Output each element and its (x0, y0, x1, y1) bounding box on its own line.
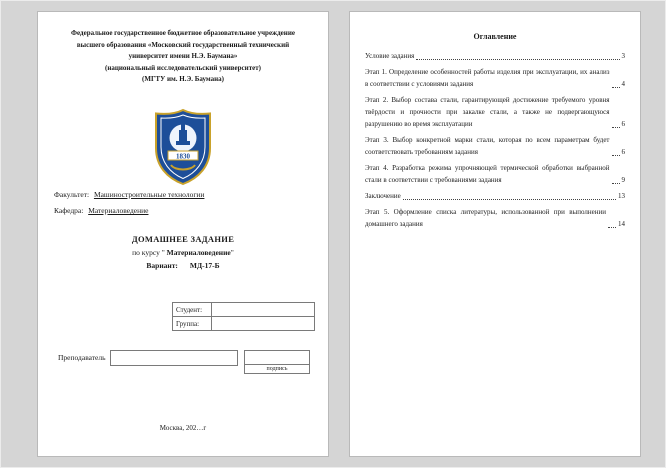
toc-entry-text: Этап 2. Выбор состава стали, гарантирующей достижение требуемого уровня твёрдости и прочности при закалке стали, а также не подвергающуюся разрушению во время эксплуатации (365, 96, 610, 128)
header-line: Федеральное государственное бюджетное образовательное учреждение (71, 29, 295, 37)
toc-page-number: 6 (621, 148, 625, 156)
toc-entry-text: Условие задания (365, 52, 415, 60)
faculty-label: Факультет: (54, 190, 90, 199)
emblem-wrap (38, 108, 328, 191)
signature-group (244, 350, 310, 374)
student-field[interactable] (212, 303, 315, 317)
toc-entry (365, 162, 625, 186)
variant-value: МД-17-Б (189, 261, 220, 270)
teacher-field[interactable] (110, 350, 238, 366)
toc-entry-text: Этап 3. Выбор конкретной марки стали, которая по всем параметрам будет соответствовать требованиям задания (365, 136, 610, 156)
group-row (173, 317, 315, 331)
toc-entry-text: Этап 4. Разработка режима упрочняющей термической обработки выбранной стали в соответствии с требованиями задания (365, 164, 610, 184)
university-crest-icon (153, 108, 213, 186)
toc-title: Оглавление (473, 32, 517, 41)
toc-entry-text: Этап 1. Определение особенностей работы изделия при эксплуатации, их анализ в соответствии с условиями задания (365, 68, 610, 88)
course-line (38, 248, 328, 257)
city-year-footer: Москва, 202…г (159, 424, 207, 432)
toc-dot-leader (612, 155, 620, 156)
variant-label: Вариант: (146, 261, 178, 270)
header-line: (национальный исследовательский университет) (104, 63, 262, 72)
group-label: Группа: (173, 317, 212, 331)
toc-page-number: 9 (621, 176, 625, 184)
toc-dot-leader (612, 183, 620, 184)
assignment-title-block (38, 234, 328, 270)
toc-page-number: 13 (618, 192, 625, 200)
toc-dot-leader (416, 59, 619, 60)
signature-label: подпись (244, 365, 310, 374)
toc-entry-text: Заключение (365, 192, 401, 200)
signature-field[interactable] (244, 350, 310, 365)
institution-header (46, 28, 320, 86)
toc-entry (365, 50, 625, 62)
toc-dot-leader (612, 87, 620, 88)
toc-entry (365, 134, 625, 158)
toc-entry (365, 206, 625, 230)
student-label: Студент: (173, 303, 212, 317)
toc-entry (365, 190, 625, 202)
toc-page-number: 4 (621, 80, 625, 88)
toc-page-number: 14 (618, 220, 625, 228)
teacher-label: Преподаватель (58, 353, 106, 362)
header-line: (МГТУ им. Н.Э. Баумана) (142, 75, 224, 83)
course-suffix: " (230, 248, 234, 257)
faculty-line (54, 190, 204, 199)
assignment-title: ДОМАШНЕЕ ЗАДАНИЕ (131, 234, 235, 244)
svg-text:1830: 1830 (176, 152, 190, 161)
toc-dot-leader (608, 227, 616, 228)
course-prefix: по курсу " (132, 248, 167, 257)
header-line: высшего образования «Московский государственный технический (76, 40, 290, 49)
variant-line (38, 261, 328, 270)
department-value: Материаловедение (88, 206, 149, 215)
course-name: Материаловедение (166, 248, 231, 257)
toc-entry (365, 94, 625, 130)
student-group-table (172, 302, 315, 331)
toc-entry (365, 66, 625, 90)
toc-page-number: 3 (621, 52, 625, 60)
header-line: университет имени Н.Э. Баумана» (128, 52, 238, 60)
contents-page (349, 11, 641, 457)
department-label: Кафедра: (54, 206, 84, 215)
toc-entry-text: Этап 5. Оформление списка литературы, использованной при выполнении домашнего задания (365, 208, 606, 228)
faculty-value: Машиностроительные технологии (93, 190, 205, 199)
department-line (54, 206, 148, 215)
teacher-block (58, 350, 310, 380)
student-row (173, 303, 315, 317)
toc-dot-leader (403, 199, 616, 200)
group-field[interactable] (212, 317, 315, 331)
toc-dot-leader (612, 127, 620, 128)
toc-page-number: 6 (621, 120, 625, 128)
toc-list (365, 50, 625, 230)
title-page (37, 11, 329, 457)
